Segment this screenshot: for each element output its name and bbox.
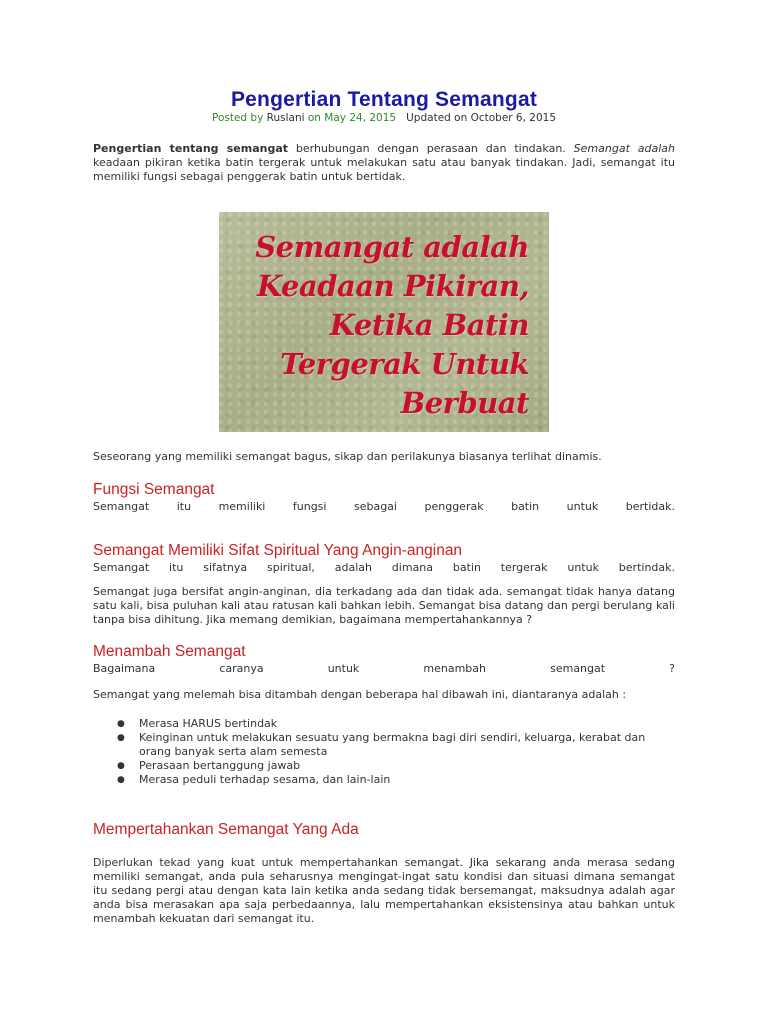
fungsi-text: Semangat itu memiliki fungsi sebagai penggerak batin untuk bertidak. [93, 500, 675, 513]
mempertahankan-paragraph: Diperlukan tekad yang kuat untuk mempertahankan semangat. Jika sekarang anda merasa sedang memiliki semangat, anda pula seharusnya mengingat-ingat satu kondisi dan situasi dimana semangat itu sedang pergi atau dengan kata lain ketika anda sedang tidak bersemangat, maksudnya adalah agar anda bisa merasakan apa saja perbedaannya, lalu mempertahankan eksistensinya atau bahkan untuk menambah kekuatan dari semangat itu. [93, 856, 675, 925]
image-line: Berbuat [400, 386, 529, 420]
list-item: ● Merasa HARUS bertindak [117, 717, 278, 730]
image-line: Keadaan Pikiran, [256, 269, 529, 303]
image-line: Ketika Batin [329, 308, 529, 342]
heading-fungsi-semangat: Fungsi Semangat [93, 481, 215, 498]
menambah-text: Bagaimana caranya untuk menambah semangat ? [93, 662, 675, 675]
post-meta [0, 112, 768, 124]
heading-menambah-semangat: Menambah Semangat [93, 643, 246, 660]
list-item: ● Perasaan bertanggung jawab [117, 759, 301, 772]
bullet-icon: ● [117, 733, 125, 743]
intro-bold: Pengertian tentang semangat [93, 142, 289, 155]
intro-paragraph [93, 142, 675, 184]
bullet-icon: ● [117, 775, 125, 785]
posted-by-label: Posted by [211, 112, 264, 124]
bullet-icon: ● [117, 761, 125, 771]
heading-sifat-spiritual: Semangat Memiliki Sifat Spiritual Yang Angin-anginan [93, 542, 463, 559]
bullet-icon: ● [117, 719, 125, 729]
quote-image [219, 212, 549, 432]
updated-date: Updated on October 6, 2015 [406, 112, 557, 124]
author-name: Ruslani [266, 112, 305, 124]
posted-date: May 24, 2015 [324, 112, 397, 124]
after-image-paragraph: Seseorang yang memiliki semangat bagus, sikap dan perilakunya biasanya terlihat dinamis. [93, 450, 602, 463]
semangat-list [117, 717, 677, 787]
image-line: Tergerak Untuk [280, 347, 529, 381]
intro-italic: Semangat adalah [573, 142, 675, 155]
list-item: ● Keinginan untuk melakukan sesuatu yang bermakna bagi diri sendiri, keluarga, kerabat dan orang banyak serta alam semesta [117, 731, 646, 758]
on-label: on [307, 112, 321, 124]
sifat-paragraph: Semangat juga bersifat angin-anginan, dia terkadang ada dan tidak ada. semangat tidak hanya datang satu kali, bisa puluhan kali atau ratusan kali bahkan lebih. Semangat bisa datang dan pergi berulang kali tanpa bisa dihitung. Jika memang demikian, bagaimana mempertahankannya ? [93, 585, 675, 626]
list-item: ● Merasa peduli terhadap sesama, dan lain-lain [117, 773, 391, 786]
intro-text-2: keadaan pikiran ketika batin tergerak untuk melakukan satu atau banyak tindakan. Jadi, semangat itu memiliki fungsi sebagai penggerak batin untuk bertidak. [93, 156, 675, 183]
page-title: Pengertian Tentang Semangat [230, 88, 538, 111]
menambah-paragraph: Semangat yang melemah bisa ditambah dengan beberapa hal dibawah ini, diantaranya adalah : [93, 688, 627, 701]
heading-mempertahankan: Mempertahankan Semangat Yang Ada [93, 821, 359, 838]
image-line: Semangat adalah [255, 230, 529, 264]
intro-text-1: berhubungan dengan perasaan dan tindakan. [288, 142, 574, 155]
sifat-text: Semangat itu sifatnya spiritual, adalah dimana batin tergerak untuk bertindak. [93, 561, 675, 574]
